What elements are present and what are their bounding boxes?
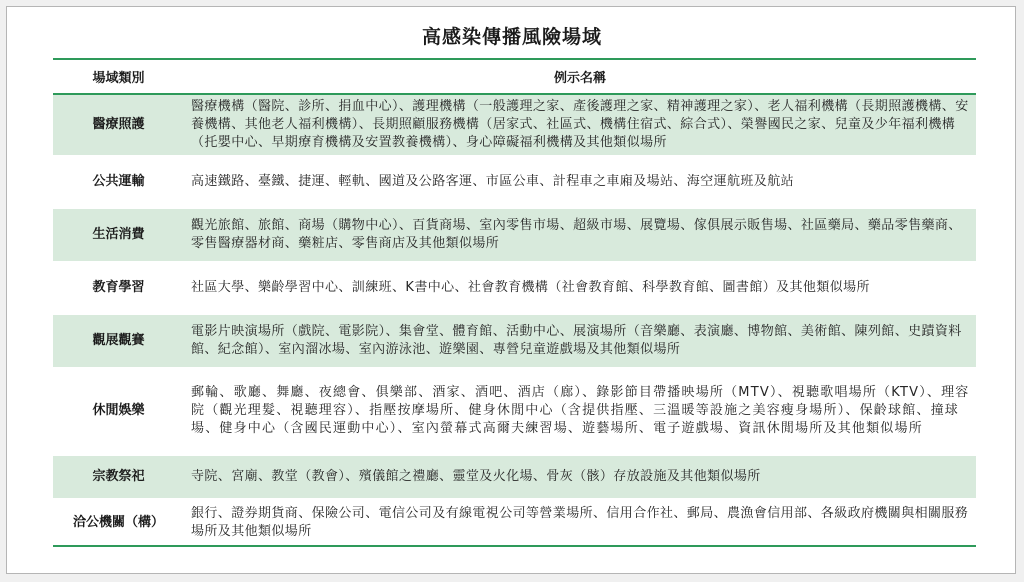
- table-header-row: [53, 59, 976, 94]
- table-row: [53, 499, 976, 546]
- table-row: [53, 207, 976, 262]
- row-examples: 觀光旅館、旅館、商場（購物中心）、百貨商場、室內零售市場、超級市場、展覽場、傢俱展示販售場、社區藥局、藥品零售藥商、零售醫療器材商、藥粧店、零售商店及其他類似場所: [184, 207, 976, 262]
- row-category: 教育學習: [53, 262, 184, 313]
- table-row: [53, 262, 976, 313]
- row-category: 生活消費: [53, 207, 184, 262]
- table-row: [53, 454, 976, 499]
- row-examples: 銀行、證券期貨商、保險公司、電信公司及有線電視公司等營業場所、信用合作社、郵局、農漁會信用部、各級政府機關與相關服務場所及其他類似場所: [184, 499, 976, 546]
- row-examples: 社區大學、樂齡學習中心、訓練班、K書中心、社會教育機構（社會教育館、科學教育館、圖書館）及其他類似場所: [184, 262, 976, 313]
- page-title: 高感染傳播風險場域: [421, 26, 602, 48]
- row-examples: 寺院、宮廟、教堂（教會）、殯儀館之禮廳、靈堂及火化場、骨灰（骸）存放設施及其他類似場所: [184, 454, 976, 499]
- table-row: [53, 368, 976, 454]
- table-row: [53, 94, 976, 156]
- table-row: [53, 156, 976, 207]
- row-examples: 醫療機構（醫院、診所、捐血中心）、護理機構（一般護理之家、產後護理之家、精神護理之家）、老人福利機構（長期照護機構、安養機構、其他老人福利機構）、長期照顧服務機構（居家式、社區式、機構住宿式、綜合式）、榮譽國民之家、兒童及少年福利機構（托嬰中心、早期療育機構及安置教養機構）、身心障礙福利機構及其他類似場所: [184, 94, 976, 156]
- row-examples: 電影片映演場所（戲院、電影院）、集會堂、體育館、活動中心、展演場所（音樂廳、表演廳、博物館、美術館、陳列館、史蹟資料館、紀念館）、室內溜冰場、室內游泳池、遊樂園、專營兒童遊戲場及其他類似場所: [184, 313, 976, 368]
- table-row: [53, 313, 976, 368]
- row-category: 醫療照護: [53, 94, 184, 156]
- row-category: 洽公機關（構）: [53, 499, 184, 546]
- venue-table: [53, 58, 976, 547]
- row-examples: 高速鐵路、臺鐵、捷運、輕軌、國道及公路客運、市區公車、計程車之車廂及場站、海空運航班及航站: [184, 156, 976, 207]
- row-category: 公共運輸: [53, 156, 184, 207]
- row-category: 休閒娛樂: [53, 368, 184, 454]
- row-examples: 郵輪、歌廳、舞廳、夜總會、俱樂部、酒家、酒吧、酒店（廊）、錄影節目帶播映場所（MTV）、視聽歌唱場所（KTV）、理容院（觀光理髮、視聽理容）、指壓按摩場所、健身休閒中心（含提供指壓、三溫暖等設施之美容瘦身場所）、保齡球館、撞球場、健身中心（含國民運動中心）、室內螢幕式高爾夫練習場、遊藝場所、電子遊戲場、資訊休閒場所及其他類似場所: [184, 368, 976, 454]
- header-category: 場域類別: [53, 59, 184, 94]
- header-examples: 例示名稱: [184, 59, 976, 94]
- row-category: 宗教祭祀: [53, 454, 184, 499]
- row-category: 觀展觀賽: [53, 313, 184, 368]
